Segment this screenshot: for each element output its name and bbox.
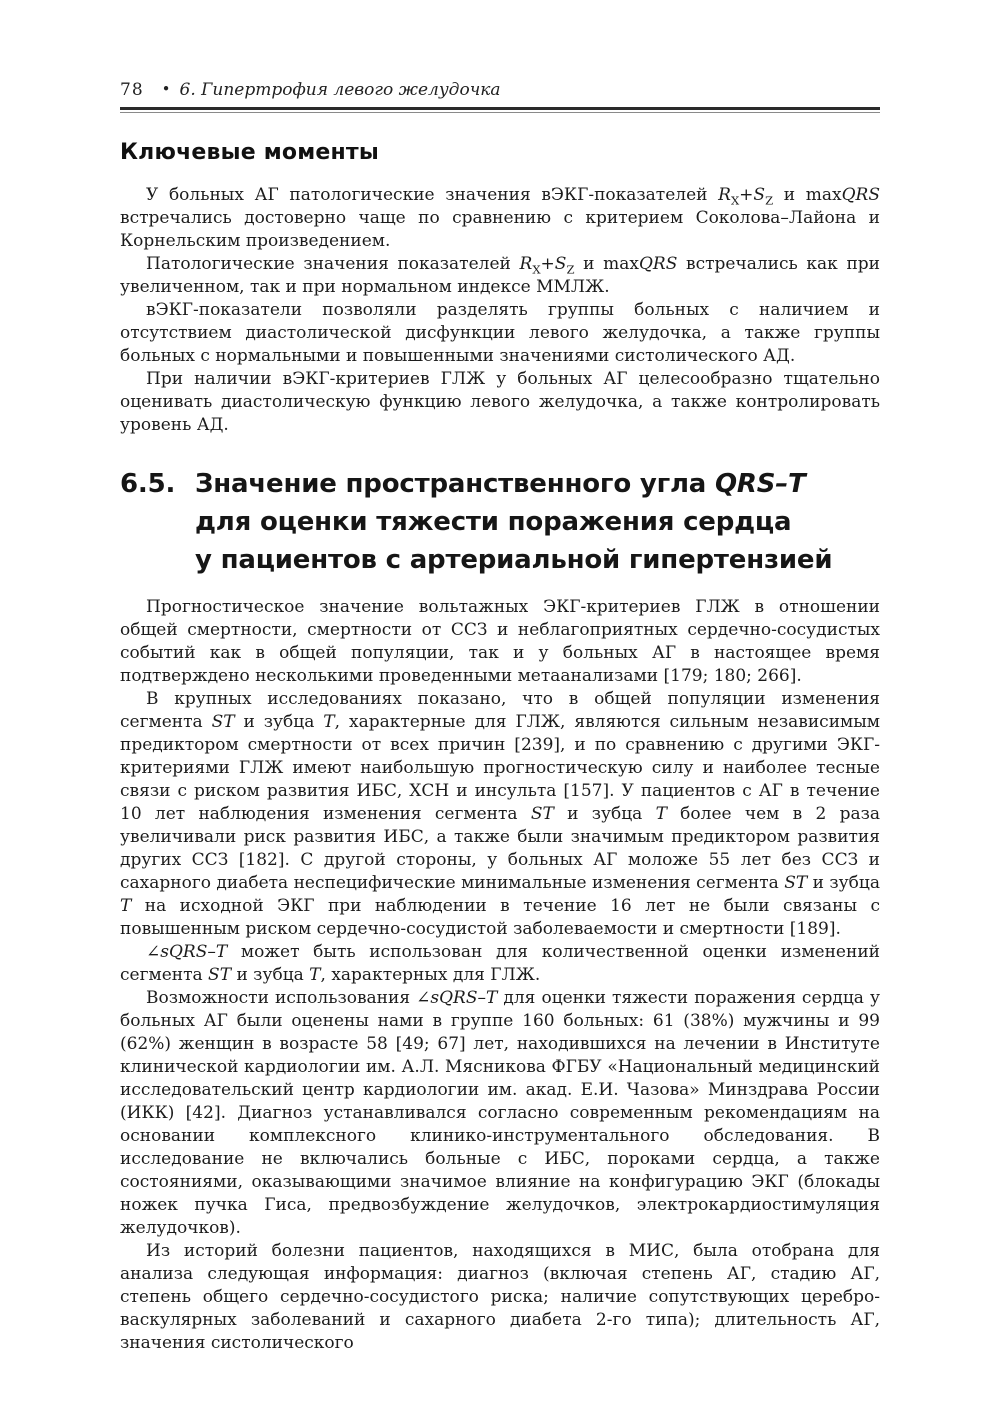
body-paragraph: Прогностическое значение вольтажных ЭКГ-критериев ГЛЖ в отношении общей смертности, смертности от ССЗ и неблагоприятных сердечно-сосудистых событий как в общей популяции, так и у больных АГ в настоящее время подтверждено несколькими проведенными метаанализами [179; 180; 266]. bbox=[120, 597, 880, 686]
key-point-paragraph: У больных АГ патологические значения вЭКГ-показателей $R_X+S_Z$ и maxQRS встречались достоверно чаще по сравнению с критерием Соколова–Лайона и Корнельским произведением. bbox=[120, 185, 880, 251]
section-heading bbox=[120, 465, 880, 579]
section-title-line: у пациентов с артериальной гипертензией bbox=[195, 545, 833, 575]
header-rule bbox=[120, 107, 880, 113]
section-title-line: для оценки тяжести поражения сердца bbox=[195, 507, 792, 537]
body-paragraph: ∠sQRS–T может быть использован для количественной оценки изменений сегмента ST и зубца T, характерных для ГЛЖ. bbox=[120, 942, 880, 985]
body-paragraph: Возможности использования ∠sQRS–T для оценки тяжести поражения сердца у больных АГ были оценены нами в группе 160 больных: 61 (38%) мужчины и 99 (62%) женщин в возрасте 58 [49; 67] лет, находившихся на лечении в Институте клинической кардиологии им. А.Л. Мясникова ФГБУ «Национальный медицинский исследовательский центр кардиологии им. акад. Е.И. Чазова» Минздрава России (ИКК) [42]. Диагноз устанавливался согласно современным рекомендациям на основании комплексного клинико-инструментального обследования. В исследование не включались больные с ИБС, пороками сердца, а также состояниями, оказывающими значимое влияние на конфигурацию ЭКГ (блокады ножек пучка Гиса, предвозбуждение желудочков, электрокардиостимуляция желудочков). bbox=[120, 988, 880, 1238]
body-paragraph: Из историй болезни пациентов, находящихся в МИС, была отобрана для анализа следующая информация: диагноз (включая степень АГ, стадию АГ, степень общего сердечно-сосудистого риска; наличие сопутствующих церебро-васкулярных заболеваний и сахарного диабета 2-го типа); длительность АГ, значения систолического bbox=[120, 1241, 880, 1353]
body-paragraph: В крупных исследованиях показано, что в общей популяции изменения сегмента ST и зубца T, характерные для ГЛЖ, являются сильным независимым предиктором смертности от всех причин [239], и по сравнению с другими ЭКГ-критериями ГЛЖ имеют наибольшую прогностическую силу и наиболее тесные связи с риском развития ИБС, ХСН и инсульта [157]. У пациентов с АГ в течение 10 лет наблюдения изменения сегмента ST и зубца T более чем в 2 раза увеличивали риск развития ИБС, а также были значимым предиктором развития других ССЗ [182]. С другой стороны, у больных АГ моложе 55 лет без ССЗ и сахарного диабета неспецифические минимальные изменения сегмента ST и зубца T на исходной ЭКГ при наблюдении в течение 16 лет не были связаны с повышенным риском сердечно-сосудистой заболеваемости и смертности [189]. bbox=[120, 689, 881, 939]
section-title-line: Значение пространственного угла QRS–T bbox=[195, 469, 806, 499]
page-number: 78 bbox=[120, 80, 144, 100]
key-points-section bbox=[120, 140, 880, 437]
chapter-title: 6. Гипертрофия левого желудочка bbox=[179, 80, 501, 100]
key-point-paragraph: При наличии вЭКГ-критериев ГЛЖ у больных АГ целесообразно тщательно оценивать диастолическую функцию левого желудочка, а также контролировать уровень АД. bbox=[120, 369, 880, 435]
key-point-paragraph: Патологические значения показателей $R_X+S_Z$ и maxQRS встречались как при увеличенном, так и при нормальном индексе ММЛЖ. bbox=[120, 254, 880, 297]
page-header bbox=[120, 80, 880, 100]
key-points-heading: Ключевые моменты bbox=[120, 140, 379, 165]
bullet-separator-icon: • bbox=[161, 80, 171, 98]
section-6-5 bbox=[120, 465, 880, 1355]
header-rule-thin-line bbox=[120, 112, 880, 113]
key-point-paragraph: вЭКГ-показатели позволяли разделять группы больных с наличием и отсутствием диастолической дисфункции левого желудочка, а также группы больных с нормальными и повышенными значениями систолического АД. bbox=[120, 300, 880, 366]
header-rule-thick-line bbox=[120, 107, 880, 110]
section-title bbox=[195, 465, 880, 579]
section-number: 6.5. bbox=[120, 469, 176, 499]
